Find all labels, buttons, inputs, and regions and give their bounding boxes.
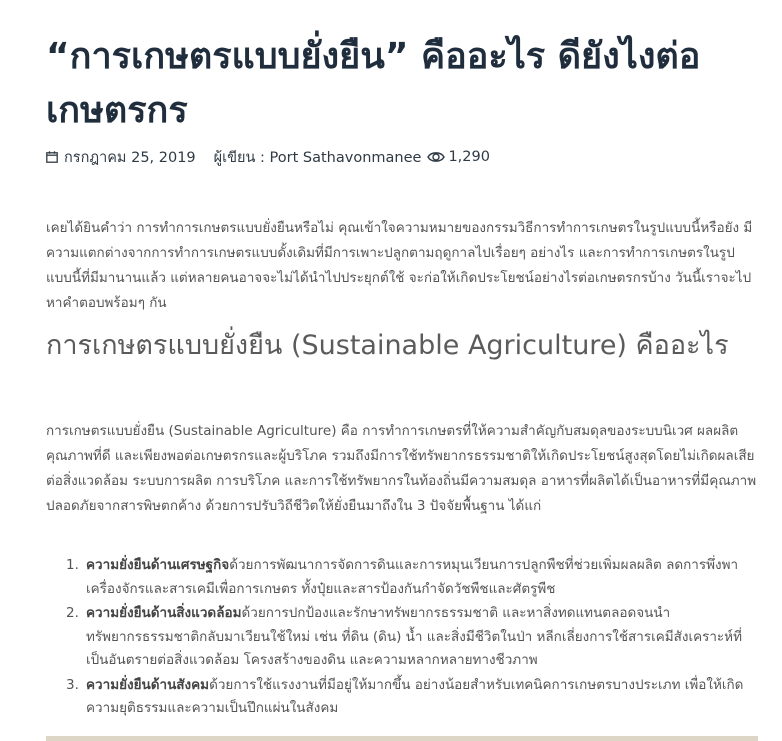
list-number: 1. [66,557,79,573]
list-item-title: ความยั่งยืนด้านเศรษฐกิจ [86,557,230,573]
publish-date: กรกฎาคม 25, 2019 [64,149,196,166]
eye-icon [427,150,445,164]
list-item-title: ความยั่งยืนด้านสังคม [86,676,210,693]
list-number: 2. [66,605,79,621]
list-item-text: ด้วยการพัฒนาการจัดการดินและการหมุนเวียนการปลูกพืชที่ช่วยเพิ่มผลผลิต ลดการพึ่งพาเครื่องจักรและสารเคมีเพื่อการเกษตร ทั้งปุ๋ยและสารป้องกันกำจัดวัชพืชและศัตรูพืช [86,557,739,597]
list-number: 3. [66,676,79,693]
list-item [66,602,758,673]
list-item [66,674,758,721]
list-item-text: ด้วยการปกป้องและรักษาทรัพยากรธรรมชาติ และหาสิ่งทดแทนตลอดจนนำทรัพยากรธรรมชาติกลับมาเวียนใช้ใหม่ เช่น ที่ดิน (ดิน) น้ำ และสิ่งมีชีวิตในป่า หลีกเลี่ยงการใช้สารเคมีสังเคราะห์ที่เป็นอันตรายต่อสิ่งแวดล้อม โครงสร้างของดิน และความหลากหลายทางชีวภาพ [86,605,742,668]
article-meta [46,146,490,168]
section-paragraph: การเกษตรแบบยั่งยืน (Sustainable Agriculture) คือ การทำการเกษตรที่ให้ความสำคัญกับสมดุลของระบบนิเวศ ผลผลิต คุณภาพที่ดี และเพียงพอต่อเกษตรกรและผู้บริโภค รวมถึงมีการใช้ทรัพยากรธรรมชาติให้เกิดประโยชน์สูงสุดโดยไม่เกิดผลเสียต่อสิ่งแวดล้อม ระบบการผลิต การบริโภค และการใช้ทรัพยากรในท้องถิ่นมีความสมดุล อาหารที่ผลิตได้เป็นอาหารที่มีคุณภาพปลอดภัยจากสารพิษตกค้าง ด้วยการปรับวิถีชีวิตให้ยั่งยืนมาถึงใน 3 ปัจจัยพื้นฐาน ได้แก่ [46,423,757,514]
list-item-text: ด้วยการใช้แรงงานที่มีอยู่ให้มากขึ้น อย่างน้อยสำหรับเทคนิคการเกษตรบางประเภท เพื่อให้เกิดความยุติธรรมและความเป็นปึกแผ่นในสังคม [86,676,744,716]
list-item [66,554,758,601]
intro-paragraph: เคยได้ยินคำว่า การทำการเกษตรแบบยั่งยืนหรือไม่ คุณเข้าใจความหมายของกรรมวิธีการทำการเกษตรในรูปแบบนี้หรือยัง มีความแตกต่างจากการทำการเกษตรแบบดั้งเดิมที่มีการเพาะปลูกตามฤดูกาลไปเรื่อยๆ อย่างไร และการทำการเกษตรในรูปแบบนี้ที่มีมานานแล้ว แต่หลายคนอาจจะไม่ได้นำไปประยุกต์ใช้ จะก่อให้เกิดประโยชน์อย่างไรต่อเกษตรกรบ้าง วันนี้เราจะไปหาคำตอบพร้อมๆ กัน [46,220,753,311]
section-heading: การเกษตรแบบยั่งยืน (Sustainable Agriculture) คืออะไร [46,330,729,361]
article-title: “การเกษตรแบบยั่งยืน” คืออะไร ดียังไงต่อเกษตรกร [46,36,701,131]
calendar-icon [46,151,58,163]
view-count: 1,290 [448,149,490,165]
sustainability-list [66,554,758,722]
author-link[interactable]: ผู้เขียน : Port Sathavonmanee [213,149,422,166]
list-item-title: ความยั่งยืนด้านสิ่งแวดล้อม [86,605,242,621]
image-top-edge [46,736,758,741]
